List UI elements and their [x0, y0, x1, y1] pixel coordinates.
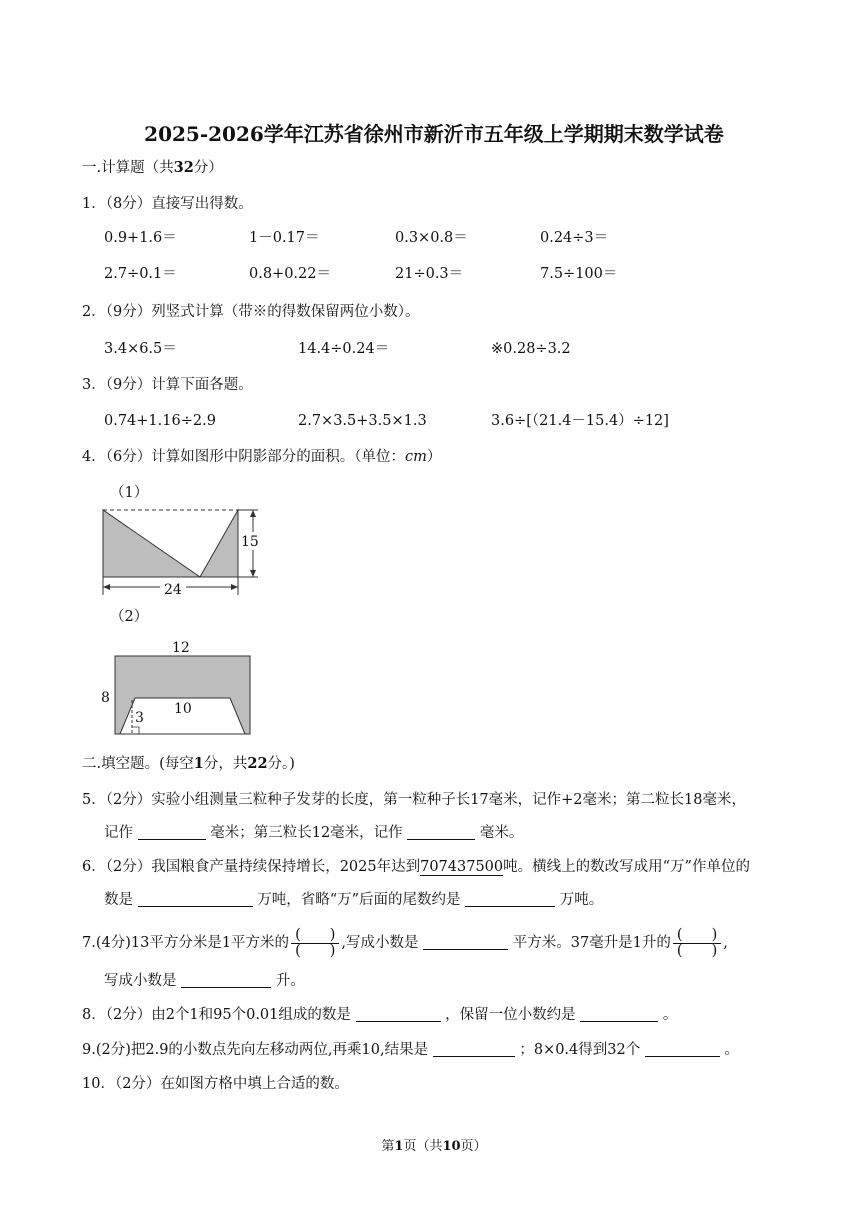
- answer-blank[interactable]: [356, 1006, 441, 1022]
- fig1-width-label: 24: [164, 582, 182, 598]
- section1-prefix: 一.计算题（共: [82, 160, 174, 176]
- q1-item: 0.8+0.22＝: [249, 266, 331, 282]
- q8-text-a: 8．（2分）由2个1和95个0.01组成的数是: [82, 1007, 351, 1023]
- q7-text-d: ,: [723, 935, 728, 951]
- fraction-blank[interactable]: [673, 928, 721, 959]
- section2-points: 22: [247, 755, 268, 772]
- q1-item: 1－0.17＝: [249, 230, 320, 246]
- fig2-label: （2）: [110, 609, 149, 625]
- q6-line2: [104, 891, 603, 909]
- q3-item: 0.74+1.16÷2.9: [104, 413, 216, 429]
- footer-page-number: 1: [394, 1139, 404, 1154]
- q9-text-a: 9.(2分)把2.9的小数点先向左移动两位,再乘10,结果是: [82, 1042, 429, 1058]
- answer-blank[interactable]: [181, 972, 271, 988]
- answer-blank[interactable]: [138, 891, 253, 907]
- q3-item: 3.6÷[（21.4－15.4）÷12]: [491, 413, 669, 429]
- footer-total-pages: 10: [442, 1139, 461, 1154]
- q5-text-b: 毫米；第三粒长12毫米，记作: [210, 825, 403, 841]
- figure-1: [95, 500, 270, 605]
- section2-each: 1: [193, 755, 204, 772]
- fig2-small-label: 3: [135, 710, 144, 726]
- q1-item: 0.3×0.8＝: [395, 230, 468, 246]
- fig1-arrowhead-left: [103, 584, 110, 590]
- answer-blank[interactable]: [433, 1041, 515, 1057]
- fig1-label: （1）: [110, 485, 149, 501]
- fig2-top-label: 12: [172, 640, 190, 656]
- fraction-numerator: ( ): [291, 928, 339, 944]
- section2-heading: [82, 755, 295, 773]
- q1-header: 1．（8分）直接写出得数。: [82, 196, 253, 212]
- q10-line: 10．（2分）在如图方格中填上合适的数。: [82, 1076, 349, 1092]
- fig1-shaded-triangle-right: [200, 510, 238, 577]
- q8-line: [82, 1006, 677, 1024]
- fig1-arrowhead-down: [250, 570, 256, 577]
- answer-blank[interactable]: [645, 1041, 720, 1057]
- fig2-right-angle: [132, 727, 139, 734]
- q7-text-f: 升。: [275, 973, 305, 989]
- q1-item: 21÷0.3＝: [395, 266, 464, 282]
- fraction-blank[interactable]: [291, 928, 339, 959]
- q6-underlined-number: 707437500: [420, 859, 504, 875]
- q1-item: 0.9+1.6＝: [104, 230, 177, 246]
- q6-text-e: 万吨。: [559, 892, 604, 908]
- q4-header-suffix: ）: [426, 449, 442, 465]
- answer-blank[interactable]: [580, 1006, 658, 1022]
- q9-text-c: 。: [724, 1042, 739, 1058]
- q7-line2: [104, 972, 305, 990]
- q6-line1: [82, 858, 750, 876]
- figure-2: [95, 636, 265, 741]
- q2-item: 14.4÷0.24＝: [298, 341, 390, 357]
- q7-line1: [82, 926, 728, 960]
- q4-header-text: 4．（6分）计算如图形中阴影部分的面积。（单位：: [82, 449, 405, 465]
- q6-text-a: 6．（2分）我国粮食产量持续保持增长，2025年达到: [82, 859, 421, 875]
- q6-text-d: 万吨，省略“万”后面的尾数约是: [257, 892, 461, 908]
- q7-text-e: 写成小数是: [104, 973, 177, 989]
- section1-heading: [82, 159, 223, 177]
- q7-text-c: 平方米。37毫升是1升的: [512, 935, 671, 951]
- fraction-numerator: ( ): [673, 928, 721, 944]
- fig1-shaded-triangle-left: [103, 510, 200, 577]
- q5-line2: [104, 824, 523, 842]
- q3-item: 2.7×3.5+3.5×1.3: [298, 413, 427, 429]
- q4-header: [82, 448, 441, 466]
- q2-item: ※0.28÷3.2: [491, 341, 571, 357]
- section1-points: 32: [173, 159, 194, 176]
- fig2-left-label: 8: [101, 690, 110, 706]
- page-footer: [0, 1138, 868, 1156]
- q2-item: 3.4×6.5＝: [104, 341, 177, 357]
- section2-prefix: 二.填空题。(每空: [82, 756, 194, 772]
- q2-header: 2．（9分）列竖式计算（带※的得数保留两位小数）。: [82, 304, 420, 320]
- section2-mid: 分，共: [203, 756, 248, 772]
- footer-text-c: 页）: [460, 1139, 487, 1154]
- footer-text-b: 页（共: [403, 1139, 443, 1154]
- q8-text-c: 。: [662, 1007, 678, 1023]
- fig1-height-label: 15: [241, 534, 259, 550]
- q1-item: 0.24÷3＝: [540, 230, 609, 246]
- section1-suffix: 分）: [193, 160, 223, 176]
- q3-header: 3．（9分）计算下面各题。: [82, 377, 253, 393]
- answer-blank[interactable]: [138, 824, 206, 840]
- q9-text-b: ；8×0.4得到32个: [519, 1042, 641, 1058]
- q4-unit: cm: [404, 449, 427, 465]
- answer-blank[interactable]: [423, 934, 508, 950]
- q5-text-c: 毫米。: [479, 825, 524, 841]
- q1-item: 7.5÷100＝: [540, 266, 618, 282]
- fraction-denominator: ( ): [295, 942, 336, 959]
- q6-text-b: 吨。横线上的数改写成用“万”作单位的: [503, 859, 750, 875]
- fig1-arrowhead-up: [250, 510, 256, 517]
- answer-blank[interactable]: [465, 891, 555, 907]
- q7-text-b: ,写成小数是: [341, 935, 419, 951]
- q5-text-a: 记作: [104, 825, 133, 841]
- fig1-arrowhead-right: [231, 584, 238, 590]
- q8-text-b: ，保留一位小数约是: [445, 1007, 576, 1023]
- section2-suffix: 分。): [267, 756, 295, 772]
- q9-line: [82, 1041, 739, 1059]
- footer-text-a: 第: [381, 1139, 395, 1154]
- q6-text-c: 数是: [104, 892, 133, 908]
- fraction-denominator: ( ): [676, 942, 718, 959]
- q5-line1: 5．（2分）实验小组测量三粒种子发芽的长度，第一粒种子长17毫米，记作+2毫米；第二粒长18毫米，: [82, 792, 746, 808]
- fig2-inner-label: 10: [174, 701, 192, 717]
- answer-blank[interactable]: [407, 824, 475, 840]
- q7-text-a: 7.(4分)13平方分米是1平方米的: [82, 935, 290, 951]
- q1-item: 2.7÷0.1＝: [104, 266, 177, 282]
- page-title: 2025-2026学年江苏省徐州市新沂市五年级上学期期末数学试卷: [144, 122, 724, 146]
